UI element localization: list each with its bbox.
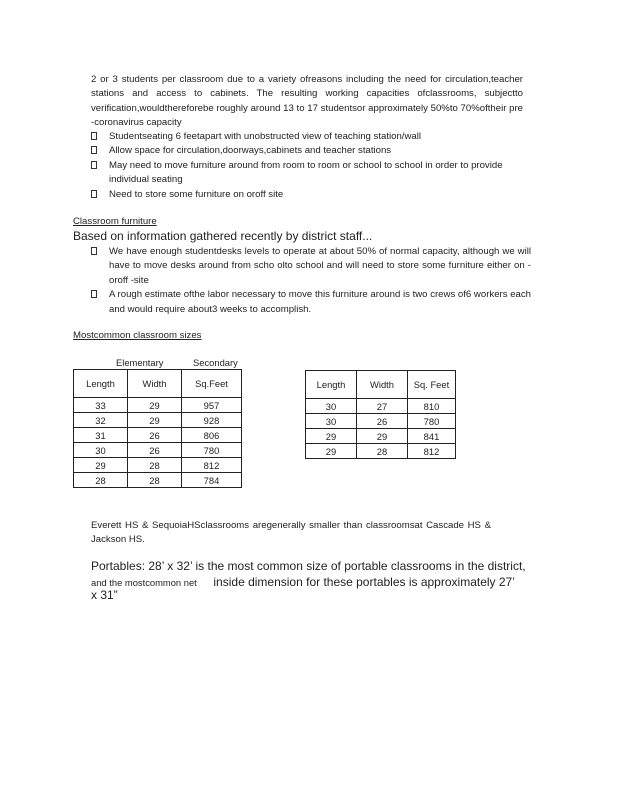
table-row: 33 29 957 <box>74 398 242 413</box>
checkbox-bullet-icon <box>91 132 97 140</box>
intro-paragraph: 2 or 3 students per classroom due to a variety ofreasons including the need for circulation,teacher stations and access to cabinets. The resulting working capacities ofclassrooms, subjectto verification,wouldthereforebe roughly around 13 to 17 studentsor approximately 50%to 70%oftheir pre -coronavirus capacity <box>91 74 523 129</box>
column-header: Width <box>128 370 182 398</box>
column-header: Length <box>74 370 128 398</box>
section-heading-furniture: Classroom furniture <box>73 216 157 227</box>
table-row: 30 26 780 <box>306 414 456 429</box>
portables-line-2 <box>91 573 515 591</box>
list-item: May need to move furniture around from room to room or school to school in order to provide individual seating <box>91 159 531 188</box>
portables-line-2-big: inside dimension for these portables is approximately 27’ <box>213 575 515 589</box>
everett-note: Everett HS & SequoiaHSclassrooms aregenerally smaller than classroomsat Cascade HS & Jackson HS. <box>91 520 491 546</box>
secondary-table <box>305 370 456 459</box>
elementary-table <box>73 369 242 488</box>
checkbox-bullet-icon <box>91 146 97 154</box>
portables-line-2-small: and the mostcommon net <box>91 577 200 588</box>
list-item: Allow space for circulation,doorways,cabinets and teacher stations <box>91 144 531 158</box>
table-row: 28 28 784 <box>74 473 242 488</box>
column-header: Length <box>306 371 357 399</box>
table-row: 29 28 812 <box>306 444 456 459</box>
portables-line-3: x 31” <box>91 588 118 602</box>
furniture-bullet-list <box>91 245 531 317</box>
checkbox-bullet-icon <box>91 190 97 198</box>
checkbox-bullet-icon <box>91 247 97 255</box>
elementary-caption: Elementary <box>116 357 164 368</box>
section-heading-sizes: Mostcommon classroom sizes <box>73 330 202 341</box>
column-header: Sq. Feet <box>408 371 456 399</box>
portables-line-1: Portables: 28’ x 32’ is the most common size of portable classrooms in the district, <box>91 559 526 573</box>
intro-bullet-list <box>91 130 531 202</box>
table-row: 30 27 810 <box>306 399 456 414</box>
column-header: Sq.Feet <box>182 370 242 398</box>
list-item: Studentseating 6 feetapart with unobstructed view of teaching station/wall <box>91 130 531 144</box>
list-item: We have enough studentdesks levels to operate at about 50% of normal capacity, although we will have to move desks around from scho olto school and will need to store some furniture either on - oroff -site <box>91 245 531 288</box>
table-row: 30 26 780 <box>74 443 242 458</box>
furniture-intro: Based on information gathered recently by district staff... <box>73 229 373 243</box>
checkbox-bullet-icon <box>91 290 97 298</box>
table-header-row <box>74 370 242 398</box>
column-header: Width <box>357 371 408 399</box>
table-row: 31 26 806 <box>74 428 242 443</box>
list-item: Need to store some furniture on oroff site <box>91 188 531 202</box>
checkbox-bullet-icon <box>91 161 97 169</box>
list-item: A rough estimate ofthe labor necessary to move this furniture around is two crews of6 workers each and would require about3 weeks to accomplish. <box>91 288 531 317</box>
secondary-caption: Secondary <box>193 357 238 368</box>
table-row: 29 28 812 <box>74 458 242 473</box>
table-row: 29 29 841 <box>306 429 456 444</box>
table-header-row <box>306 371 456 399</box>
table-row: 32 29 928 <box>74 413 242 428</box>
